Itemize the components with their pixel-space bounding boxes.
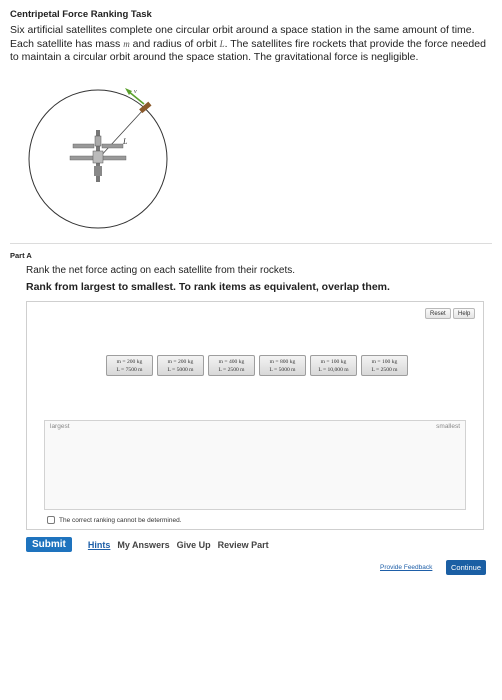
item-mass: m = 100 kg xyxy=(320,359,347,365)
velocity-label: v xyxy=(134,89,137,95)
mass-symbol: m xyxy=(123,38,130,49)
problem-description xyxy=(10,24,492,65)
provide-feedback-link[interactable]: Provide Feedback xyxy=(380,564,433,571)
cannot-determine-label: The correct ranking cannot be determined. xyxy=(59,516,182,524)
orbit-diagram xyxy=(26,86,176,236)
item-radius: L = 10,000 m xyxy=(318,367,349,373)
description-text-3: . The satellites fire rockets that provide the force needed to maintain a circular orbit around the space station. The gravitational force is negligible. xyxy=(10,37,486,63)
part-label: Part A xyxy=(10,251,32,260)
ranking-item-5[interactable] xyxy=(310,355,357,376)
item-mass: m = 100 kg xyxy=(371,359,398,365)
item-mass: m = 800 kg xyxy=(269,359,296,365)
ranking-instruction: Rank from largest to smallest. To rank items as equivalent, overlap them. xyxy=(26,281,390,293)
description-text-2: and radius of orbit xyxy=(129,37,220,50)
ranking-item-2[interactable] xyxy=(157,355,204,376)
continue-button[interactable]: Continue xyxy=(446,560,486,575)
item-radius: L = 7500 m xyxy=(116,367,143,373)
item-radius: L = 5000 m xyxy=(269,367,296,373)
item-radius: L = 2500 m xyxy=(218,367,245,373)
ranking-item-4[interactable] xyxy=(259,355,306,376)
description-text-1: Six artificial satellites complete one circular orbit around a space station in the same amount of time. Each satellite has mass xyxy=(10,24,475,50)
ranking-widget xyxy=(26,301,484,530)
radius-label: L xyxy=(123,137,128,146)
item-mass: m = 200 kg xyxy=(116,359,143,365)
review-part-link[interactable]: Review Part xyxy=(217,539,269,550)
my-answers-link[interactable]: My Answers xyxy=(117,539,170,550)
radius-line xyxy=(98,109,144,159)
item-radius: L = 2500 m xyxy=(371,367,398,373)
cannot-determine-option[interactable] xyxy=(47,516,181,524)
smallest-label: smallest xyxy=(436,423,460,430)
ranking-drop-zone[interactable] xyxy=(44,420,466,510)
section-divider xyxy=(10,243,492,244)
help-button[interactable]: Help xyxy=(453,308,475,319)
reset-button[interactable]: Reset xyxy=(425,308,451,319)
largest-label: largest xyxy=(50,423,70,430)
ranking-item-6[interactable] xyxy=(361,355,408,376)
ranking-item-1[interactable] xyxy=(106,355,153,376)
give-up-link[interactable]: Give Up xyxy=(176,539,211,550)
submit-button[interactable]: Submit xyxy=(26,537,72,552)
item-mass: m = 200 kg xyxy=(167,359,194,365)
action-bar xyxy=(26,537,276,552)
ranking-item-3[interactable] xyxy=(208,355,255,376)
item-mass: m = 400 kg xyxy=(218,359,245,365)
page-title: Centripetal Force Ranking Task xyxy=(10,9,152,20)
question-prompt: Rank the net force acting on each satellite from their rockets. xyxy=(26,265,296,276)
item-radius: L = 5000 m xyxy=(167,367,194,373)
satellite-icon xyxy=(139,102,151,114)
ranking-items xyxy=(106,355,408,376)
cannot-determine-checkbox[interactable] xyxy=(47,516,55,524)
radius-symbol: L xyxy=(219,38,225,49)
hints-link[interactable]: Hints xyxy=(87,539,111,550)
